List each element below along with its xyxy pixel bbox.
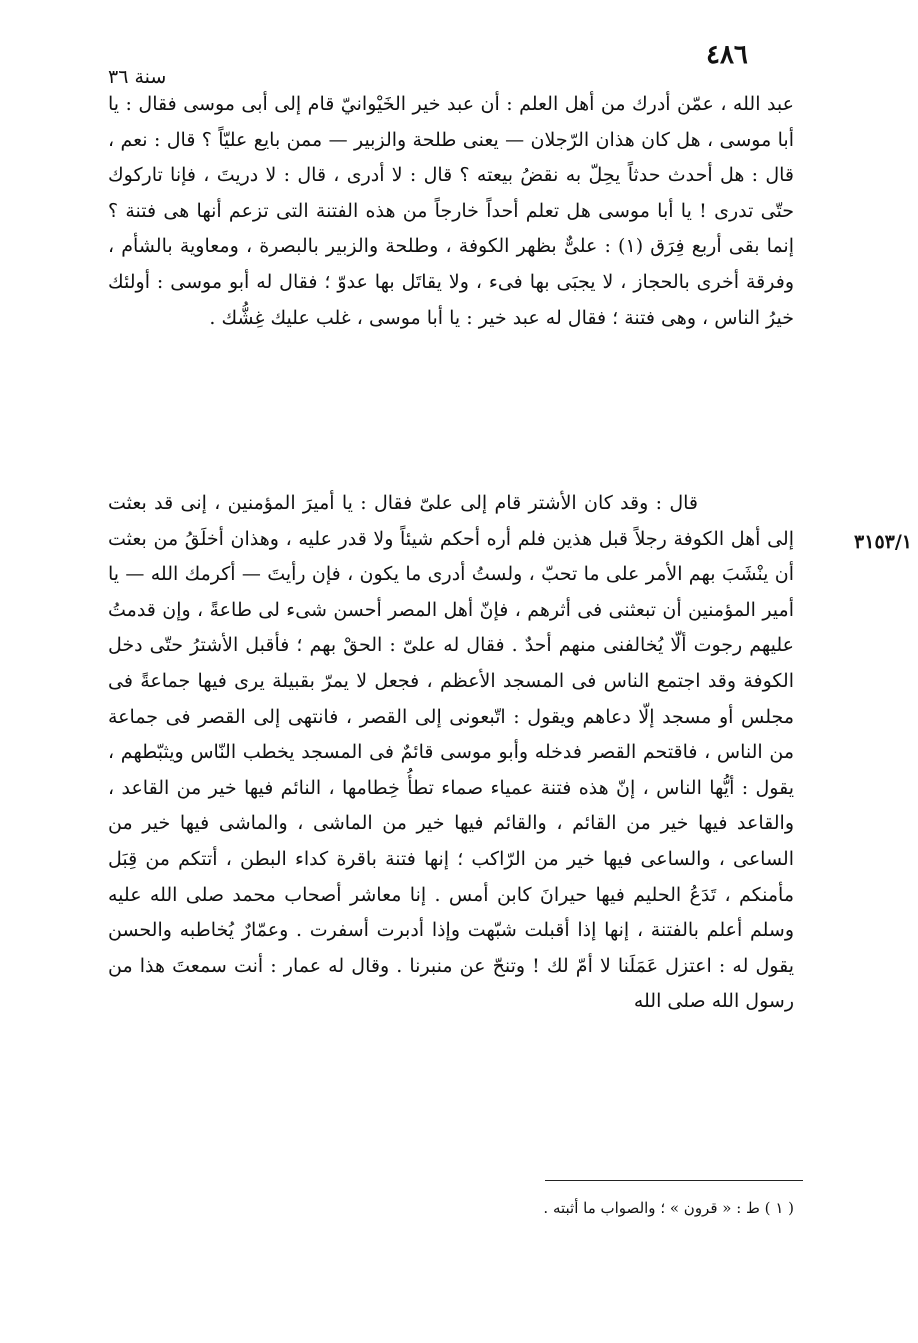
body-paragraph-2-text: قال : وقد كان الأشتر قام إلى علىّ فقال : يا أميرَ المؤمنين ، إنى قد بعثت إلى أهل الكوفة رجلاً قبل هذين فلم أره أحكم شيئاً ولا قدر عليه ، وهذان أخلَقُ من بعثت أن ينْشَبَ بهم الأمر على ما تحبّ ، ولستُ أدرى ما يكون ، فإن رأيتَ — أكرمك الله — يا أمير المؤمنين أن تبعثنى فى أثرهم ، فإنّ أهل المصر أحسن شىء لى طاعةً ، وإن قدمتُ عليهم رجوت ألّا يُخالفنى منهم أحدٌ . فقال له علىّ : الحقْ بهم ؛ فأقبل الأشترُ حتّى دخل الكوفة وقد اجتمع الناس فى المسجد الأعظم ، فجعل لا يمرّ بقبيلة يرى فيها جماعةً فى مجلس أو مسجد إلّا دعاهم ويقول : اتّبعونى إلى القصر ، فانتهى إلى القصر فى جماعة من الناس ، فاقتحم القصر فدخله وأبو موسى قائمٌ فى المسجد يخطب النّاس ويثبّطهم ، يقول : أيُّها الناس ، إنّ هذه فتنة عمياء صماء تطأُ خِطامها ، النائم فيها خير من القاعد ، والقاعد فيها خير من القائم ، والقائم فيها خير من الماشى ، والماشى فيها خير من الساعى ، والساعى فيها خير من الرّاكب ؛ إنها فتنة باقرة كداء البطن ، أتتكم من قِبَل مأمنكم ، تَدَعُ الحليم فيها حيرانَ كابن أمس . إنا معاشر أصحاب محمد صلى الله عليه وسلم أعلم بالفتنة ، إنها إذا أقبلت شبّهت وإذا أدبرت أسفرت . وعمّارٌ يُخاطبه والحسن يقول له : اعتزل عَمَلَنا لا أمّ لك ! وتنحّ عن منبرنا . وقال له عمار : أنت سمعتَ هذا من رسول الله صلى الله [108,492,794,1013]
running-header-year: سنة ٣٦ [108,66,167,88]
footnote-divider [545,1180,803,1181]
footnote: ( ١ ) ط : « قرون » ؛ والصواب ما أثبته . [543,1199,794,1217]
page-number: ٤٨٦ [706,40,748,70]
margin-reference-number: ٣١٥٣/١ [854,531,912,553]
body-paragraph-2 [108,486,794,1020]
body-paragraph-1: عبد الله ، عمّن أدرك من أهل العلم : أن عبد خير الخَيْوانيّ قام إلى أبى موسى فقال : يا أبا موسى ، هل كان هذان الرّجلان — يعنى طلحة والزبير — ممن بايع عليّاً ؟ قال : نعم ، قال : هل أحدث حدثاً يحِلّ به نقضُ بيعته ؟ قال : لا أدرى ، قال : لا دريتَ ، فإنا تاركوك حتّى تدرى ! يا أبا موسى هل تعلم أحداً خارجاً من هذه الفتنة التى تزعم أنها هى فتنة ؟ إنما بقى أربع فِرَق (١) : علىٌّ بظهر الكوفة ، وطلحة والزبير بالبصرة ، ومعاوية بالشأم ، وفرقة أخرى بالحجاز ، لا يجبَى بها فىء ، ولا يقاتَل بها عدوّ ؛ فقال له أبو موسى : أولئك خيرُ الناس ، وهى فتنة ؛ فقال له عبد خير : يا أبا موسى ، غلب عليك غِشُّك . [108,93,794,329]
